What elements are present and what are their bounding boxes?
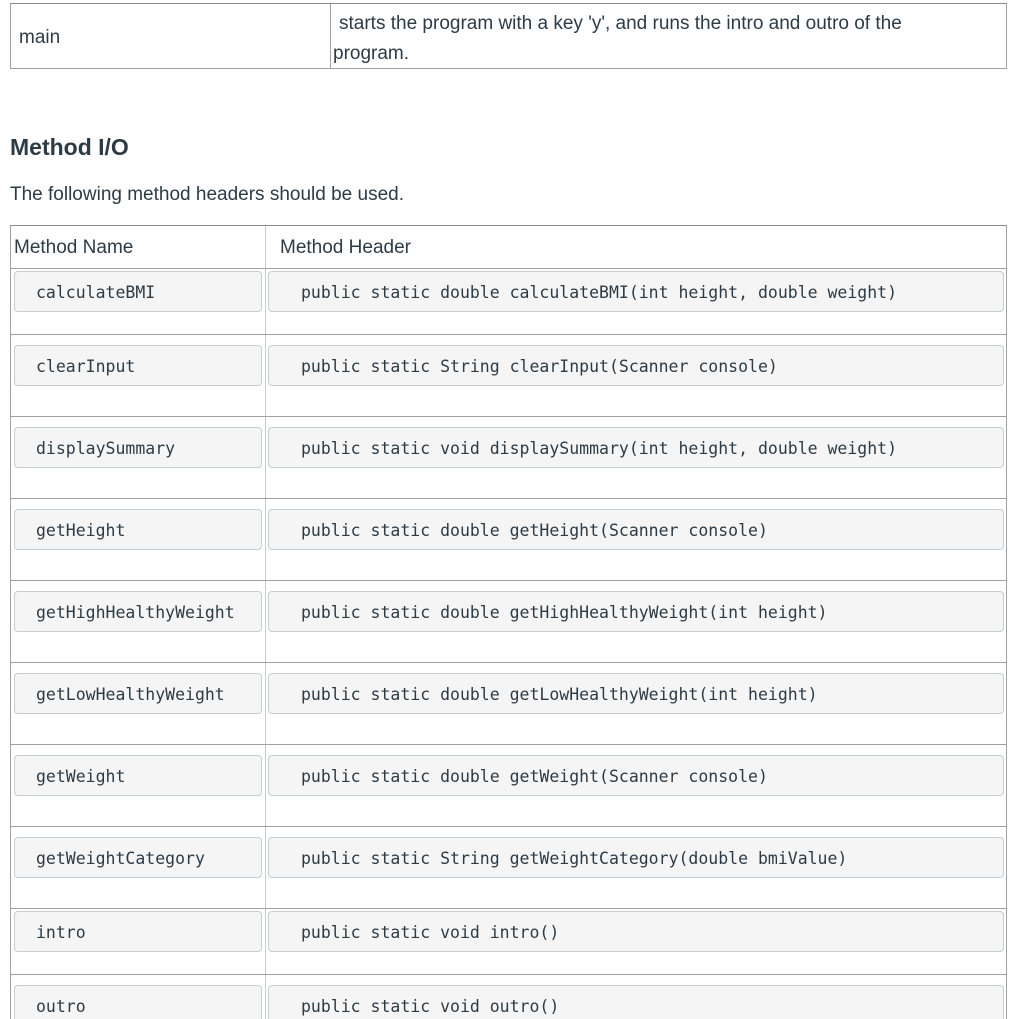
main-method-table — [10, 3, 1007, 69]
method-header-code: public static double getWeight(Scanner console) — [268, 755, 1004, 796]
section-intro: The following method headers should be used. — [10, 184, 404, 205]
main-row-label-cell — [11, 4, 330, 68]
main-row-description-cell — [330, 4, 1006, 68]
method-header-code: public static void displaySummary(int height, double weight) — [268, 427, 1004, 468]
method-name-code: displaySummary — [14, 427, 262, 468]
table-row — [11, 417, 1006, 499]
method-header-code: public static String getWeightCategory(double bmiValue) — [268, 837, 1004, 878]
method-name-code: clearInput — [14, 345, 262, 386]
table-row — [11, 269, 1006, 335]
method-header-code: public static void outro() — [268, 985, 1004, 1019]
method-header-code: public static double getHeight(Scanner console) — [268, 509, 1004, 550]
method-name-code: getWeightCategory — [14, 837, 262, 878]
main-row-label: main — [19, 27, 61, 48]
table-row — [11, 663, 1006, 745]
method-header-code: public static double calculateBMI(int height, double weight) — [268, 271, 1004, 312]
method-io-table — [10, 225, 1007, 1019]
method-name-code: outro — [14, 985, 262, 1019]
column-header-method-header: Method Header — [280, 237, 411, 258]
table-row — [11, 581, 1006, 663]
table-row — [11, 499, 1006, 581]
table-row — [11, 745, 1006, 827]
section-heading: Method I/O — [10, 134, 129, 160]
table-row — [11, 827, 1006, 909]
method-name-code: getHighHealthyWeight — [14, 591, 262, 632]
method-name-code: getLowHealthyWeight — [14, 673, 262, 714]
table-row — [11, 335, 1006, 417]
column-header-method-name: Method Name — [14, 237, 134, 258]
main-row-description: starts the program with a key 'y', and runs the intro and outro of the program. — [333, 13, 902, 64]
method-name-code: getWeight — [14, 755, 262, 796]
method-header-code: public static void intro() — [268, 911, 1004, 952]
table-header-row — [11, 226, 1006, 269]
method-name-code: intro — [14, 911, 262, 952]
method-header-code: public static double getHighHealthyWeight(int height) — [268, 591, 1004, 632]
method-name-code: getHeight — [14, 509, 262, 550]
method-header-code: public static String clearInput(Scanner console) — [268, 345, 1004, 386]
table-row — [11, 975, 1006, 1019]
method-name-code: calculateBMI — [14, 271, 262, 312]
table-row — [11, 909, 1006, 975]
method-header-code: public static double getLowHealthyWeight(int height) — [268, 673, 1004, 714]
